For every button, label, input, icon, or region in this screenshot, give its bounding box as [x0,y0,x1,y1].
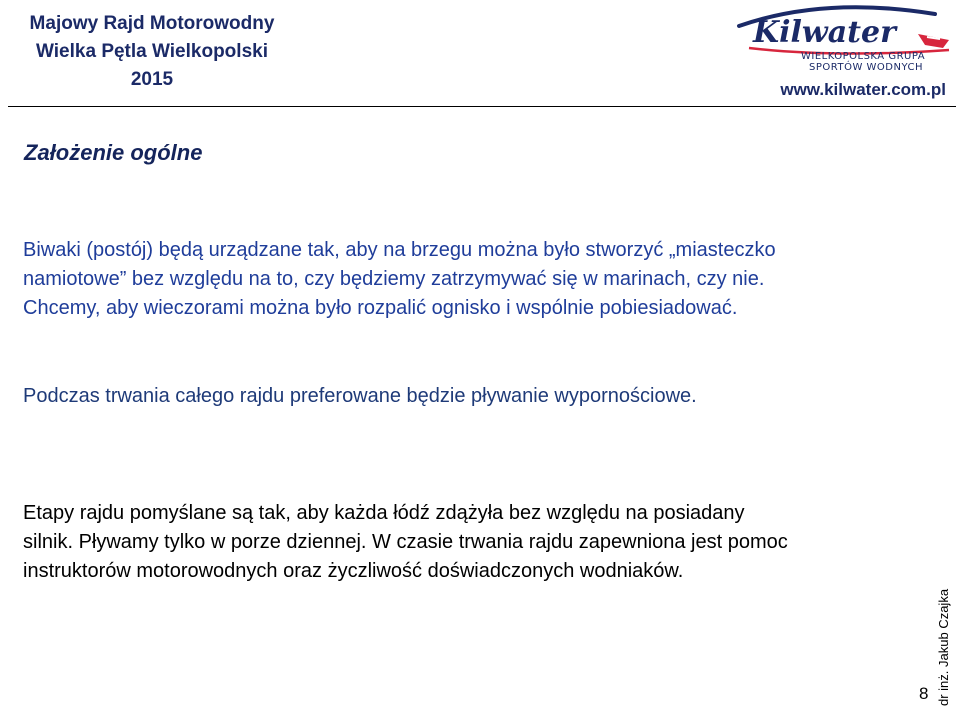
paragraph-camping [23,236,943,323]
paragraph-line: Podczas trwania całego rajdu preferowane będzie pływanie wypornościowe. [23,385,697,407]
boat-icon [918,34,949,48]
presentation-title [0,10,304,94]
paragraph-line: Etapy rajdu pomyślane są tak, aby każda łódź zdążyła bez względu na posiadany [23,502,745,524]
paragraph-line: Biwaki (postój) będą urządzane tak, aby na brzegu można było stworzyć „miasteczko [23,239,776,261]
paragraph-stages [23,499,943,586]
section-heading: Założenie ogólne [24,140,203,165]
logo-brand-text: Kilwater [753,15,896,50]
paragraph-line: Chcemy, aby wieczorami można było rozpalić ognisko i wspólnie pobiesiadować. [23,297,738,319]
paragraph-line: silnik. Pływamy tylko w porze dziennej. W czasie trwania rajdu zapewniona jest pomoc [23,531,788,553]
logo-tagline-2: SPORTÓW WODNYCH [809,62,924,73]
title-line-1: Majowy Rajd Motorowodny [29,13,275,34]
author-credit: dr inż. Jakub Czajka [936,588,951,706]
paragraph-line: instruktorów motorowodnych oraz życzliwość doświadczonych wodniaków. [23,560,684,582]
website-link[interactable]: www.kilwater.com.pl [780,80,946,99]
paragraph-displacement [23,382,943,411]
kilwater-logo [735,4,957,74]
paragraph-line: namiotowe” bez względu na to, czy będziemy zatrzymywać się w marinach, czy nie. [23,268,765,290]
header-divider [8,106,956,107]
title-line-2: Wielka Pętla Wielkopolski [36,41,268,62]
logo-tagline-1: WIELKOPOLSKA GRUPA [801,51,926,62]
page-number: 8 [919,684,929,703]
title-line-3: 2015 [130,69,174,90]
